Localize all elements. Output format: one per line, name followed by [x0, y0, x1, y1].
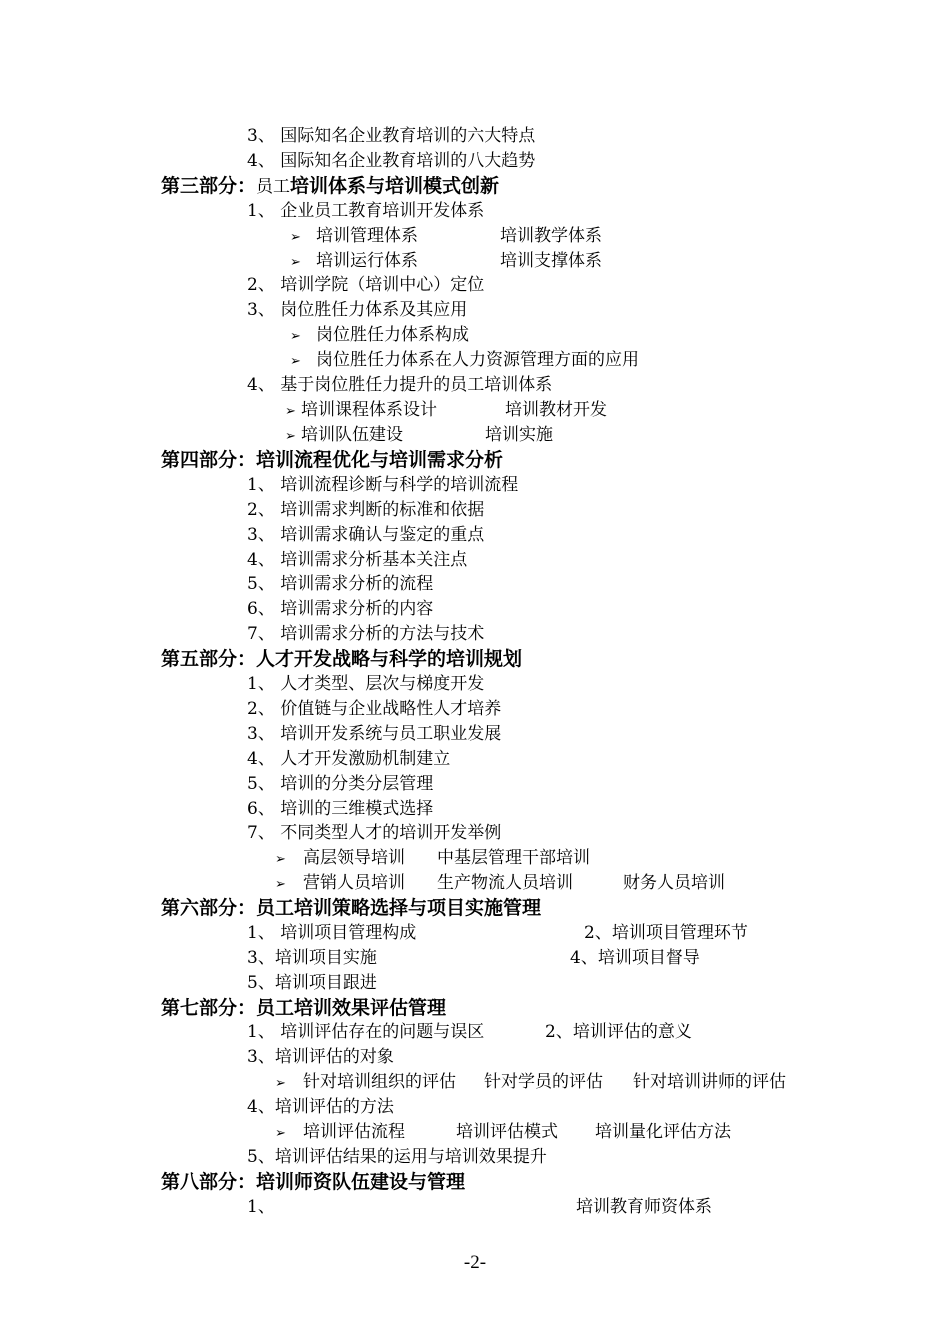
bullet-text: 培训评估流程	[303, 1122, 405, 1142]
list-item: 1、	[247, 1197, 275, 1217]
list-item: 2、 培训学院（培训中心）定位	[247, 275, 485, 295]
bullet-item	[275, 872, 405, 896]
bullet-text: 针对培训组织的评估	[303, 1072, 456, 1092]
list-item: 5、 培训的分类分层管理	[247, 774, 434, 794]
list-item: 3、 培训开发系统与员工职业发展	[247, 724, 502, 744]
list-item: 1、 培训流程诊断与科学的培训流程	[247, 475, 519, 495]
bullet-text: 培训支撑体系	[500, 251, 602, 271]
section-heading: 第七部分：员工培训效果评估管理	[161, 997, 447, 1019]
bullet-item	[275, 847, 405, 871]
list-item: 2、 价值链与企业战略性人才培养	[247, 699, 502, 719]
list-item-text: 培训教育师资体系	[576, 1197, 712, 1217]
arrow-bullet-icon: ➢	[290, 255, 301, 270]
heading-plain-text: 员工	[256, 177, 291, 197]
list-item: 1、 人才类型、层次与梯度开发	[247, 674, 485, 694]
bullet-item	[290, 250, 418, 274]
arrow-bullet-icon: ➢	[285, 404, 296, 419]
bullet-text: 针对学员的评估	[484, 1072, 603, 1092]
list-item: 1、 培训评估存在的问题与误区	[247, 1022, 485, 1042]
arrow-bullet-icon: ➢	[290, 230, 301, 245]
bullet-text: 培训实施	[485, 425, 553, 445]
bullet-text: 针对培训讲师的评估	[633, 1072, 786, 1092]
list-item: 4、 人才开发激励机制建立	[247, 749, 451, 769]
list-item: 3、培训项目实施	[247, 948, 377, 968]
bullet-text: 培训教材开发	[505, 400, 607, 420]
section-heading	[161, 174, 499, 199]
list-item: 1、 培训项目管理构成	[247, 923, 417, 943]
list-item: 3、 培训需求确认与鉴定的重点	[247, 525, 485, 545]
bullet-item	[290, 349, 639, 373]
bullet-item	[275, 1121, 405, 1145]
heading-prefix: 第三部分：	[161, 175, 257, 197]
bullet-text: 培训教学体系	[500, 226, 602, 246]
bullet-text: 生产物流人员培训	[437, 873, 573, 893]
bullet-text: 财务人员培训	[623, 873, 725, 893]
heading-bold-text: 培训体系与培训模式创新	[290, 175, 500, 197]
bullet-text: 营销人员培训	[303, 873, 405, 893]
list-item: 4、 基于岗位胜任力提升的员工培训体系	[247, 375, 553, 395]
page-number: -2-	[463, 1252, 487, 1273]
list-item: 3、 国际知名企业教育培训的六大特点	[247, 126, 536, 146]
bullet-text: 中基层管理干部培训	[437, 848, 590, 868]
bullet-item	[290, 225, 418, 249]
bullet-item	[290, 324, 469, 348]
arrow-bullet-icon: ➢	[275, 1076, 286, 1091]
bullet-text: 培训运行体系	[316, 251, 418, 271]
list-item: 5、 培训需求分析的流程	[247, 574, 434, 594]
bullet-text: 岗位胜任力体系在人力资源管理方面的应用	[316, 350, 639, 370]
section-heading: 第五部分：人才开发战略与科学的培训规划	[161, 648, 523, 670]
bullet-text: 培训评估模式	[456, 1122, 558, 1142]
bullet-text: 培训管理体系	[316, 226, 418, 246]
list-item: 5、培训项目跟进	[247, 973, 377, 993]
list-item: 7、 不同类型人才的培训开发举例	[247, 823, 502, 843]
bullet-text: 培训量化评估方法	[595, 1122, 731, 1142]
list-item: 3、培训评估的对象	[247, 1047, 394, 1067]
bullet-item	[285, 424, 403, 448]
list-item: 2、 培训需求判断的标准和依据	[247, 500, 485, 520]
list-item: 4、 国际知名企业教育培训的八大趋势	[247, 151, 536, 171]
bullet-text: 岗位胜任力体系构成	[316, 325, 469, 345]
bullet-text: 培训课程体系设计	[301, 400, 437, 420]
list-item: 6、 培训的三维模式选择	[247, 799, 434, 819]
list-item: 2、培训评估的意义	[545, 1022, 692, 1042]
arrow-bullet-icon: ➢	[275, 852, 286, 867]
section-heading: 第八部分：培训师资队伍建设与管理	[161, 1171, 466, 1193]
list-item: 4、 培训需求分析基本关注点	[247, 550, 468, 570]
arrow-bullet-icon: ➢	[275, 877, 286, 892]
bullet-item	[275, 1071, 456, 1095]
bullet-item	[285, 399, 437, 423]
list-item: 3、 岗位胜任力体系及其应用	[247, 300, 468, 320]
bullet-text: 高层领导培训	[303, 848, 405, 868]
list-item: 7、 培训需求分析的方法与技术	[247, 624, 485, 644]
list-item: 2、培训项目管理环节	[584, 923, 748, 943]
section-heading: 第六部分：员工培训策略选择与项目实施管理	[161, 897, 542, 919]
arrow-bullet-icon: ➢	[290, 354, 301, 369]
list-item: 4、培训评估的方法	[247, 1097, 394, 1117]
list-item: 6、 培训需求分析的内容	[247, 599, 434, 619]
bullet-text: 培训队伍建设	[301, 425, 403, 445]
list-item: 1、 企业员工教育培训开发体系	[247, 201, 485, 221]
arrow-bullet-icon: ➢	[275, 1126, 286, 1141]
arrow-bullet-icon: ➢	[285, 429, 296, 444]
list-item: 5、培训评估结果的运用与培训效果提升	[247, 1147, 547, 1167]
list-item: 4、培训项目督导	[570, 948, 700, 968]
arrow-bullet-icon: ➢	[290, 329, 301, 344]
section-heading: 第四部分：培训流程优化与培训需求分析	[161, 449, 504, 471]
